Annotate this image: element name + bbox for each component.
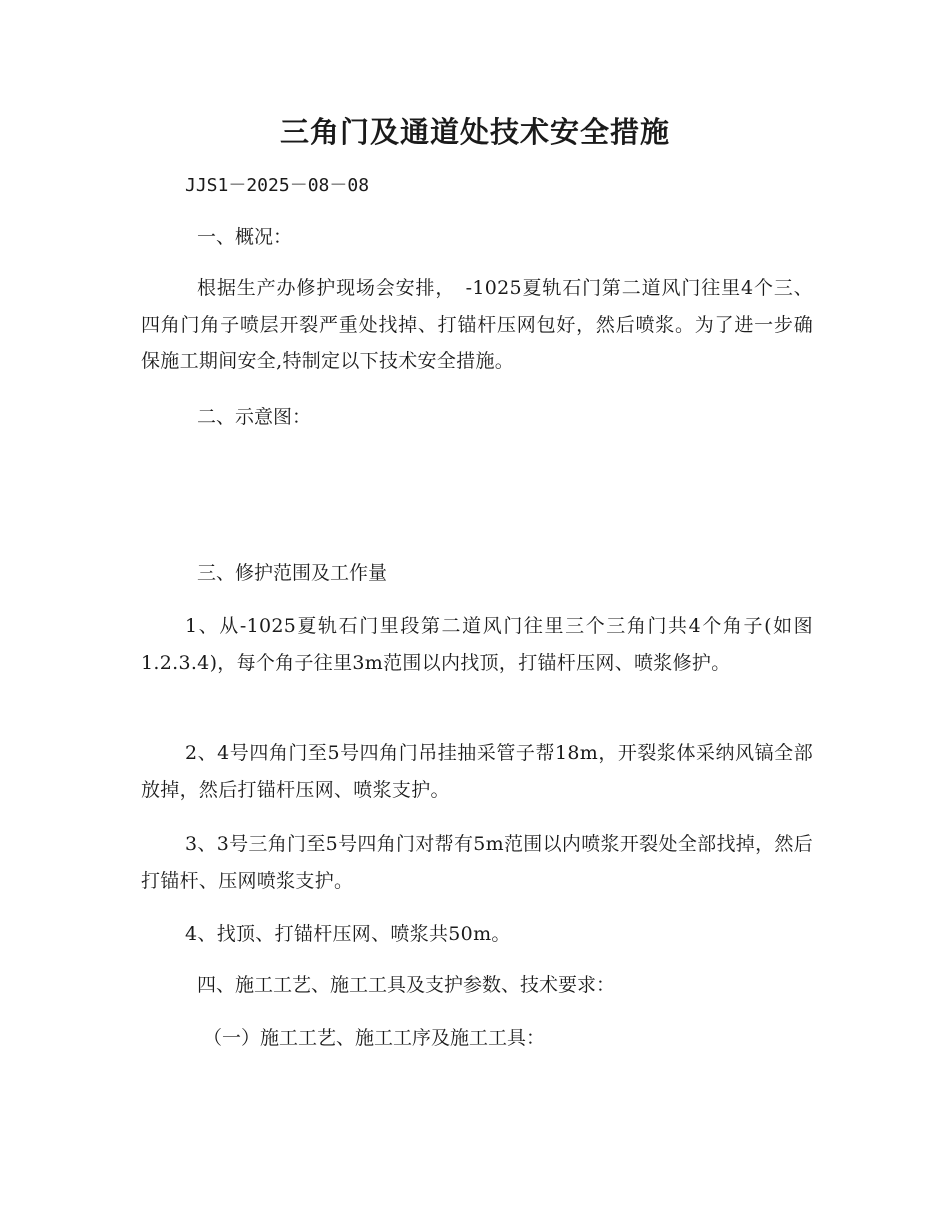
- document-title: 三角门及通道处技术安全措施: [279, 115, 670, 149]
- document-code: JJS1－2025－08－08: [185, 175, 370, 196]
- scope-item-4: 4、找顶、打锚杆压网、喷浆共50m。: [185, 923, 511, 945]
- section-heading-diagram: 二、示意图：: [197, 406, 312, 428]
- scope-item-1: 1、从-1025夏轨石门里段第二道风门往里三个三角门共4个角子(如图1.2.3.4)，每个角子往里3m范围以内找顶，打锚杆压网、喷浆修护。: [141, 615, 813, 674]
- scope-item-2: 2、4号四角门至5号四角门吊挂抽采管子帮18m，开裂浆体采纳风镐全部放掉，然后打锚杆压网、喷浆支护。: [141, 742, 813, 801]
- section-heading-process: 四、施工工艺、施工工具及支护参数、技术要求：: [197, 974, 616, 996]
- section-heading-scope: 三、修护范围及工作量: [197, 562, 388, 584]
- section-heading-overview: 一、概况：: [197, 226, 293, 248]
- diagram-area: [141, 440, 813, 550]
- overview-paragraph: 根据生产办修护现场会安排， -1025夏轨石门第二道风门往里4个三、四角门角子喷层开裂严重处找掉、打锚杆压网包好，然后喷浆。为了进一步确保施工期间安全,特制定以下技术安全措施。: [141, 277, 813, 372]
- scope-item-3: 3、3号三角门至5号四角门对帮有5m范围以内喷浆开裂处全部找掉，然后打锚杆、压网喷浆支护。: [141, 833, 813, 892]
- subsection-heading-process: （一）施工工艺、施工工序及施工工具：: [203, 1027, 546, 1049]
